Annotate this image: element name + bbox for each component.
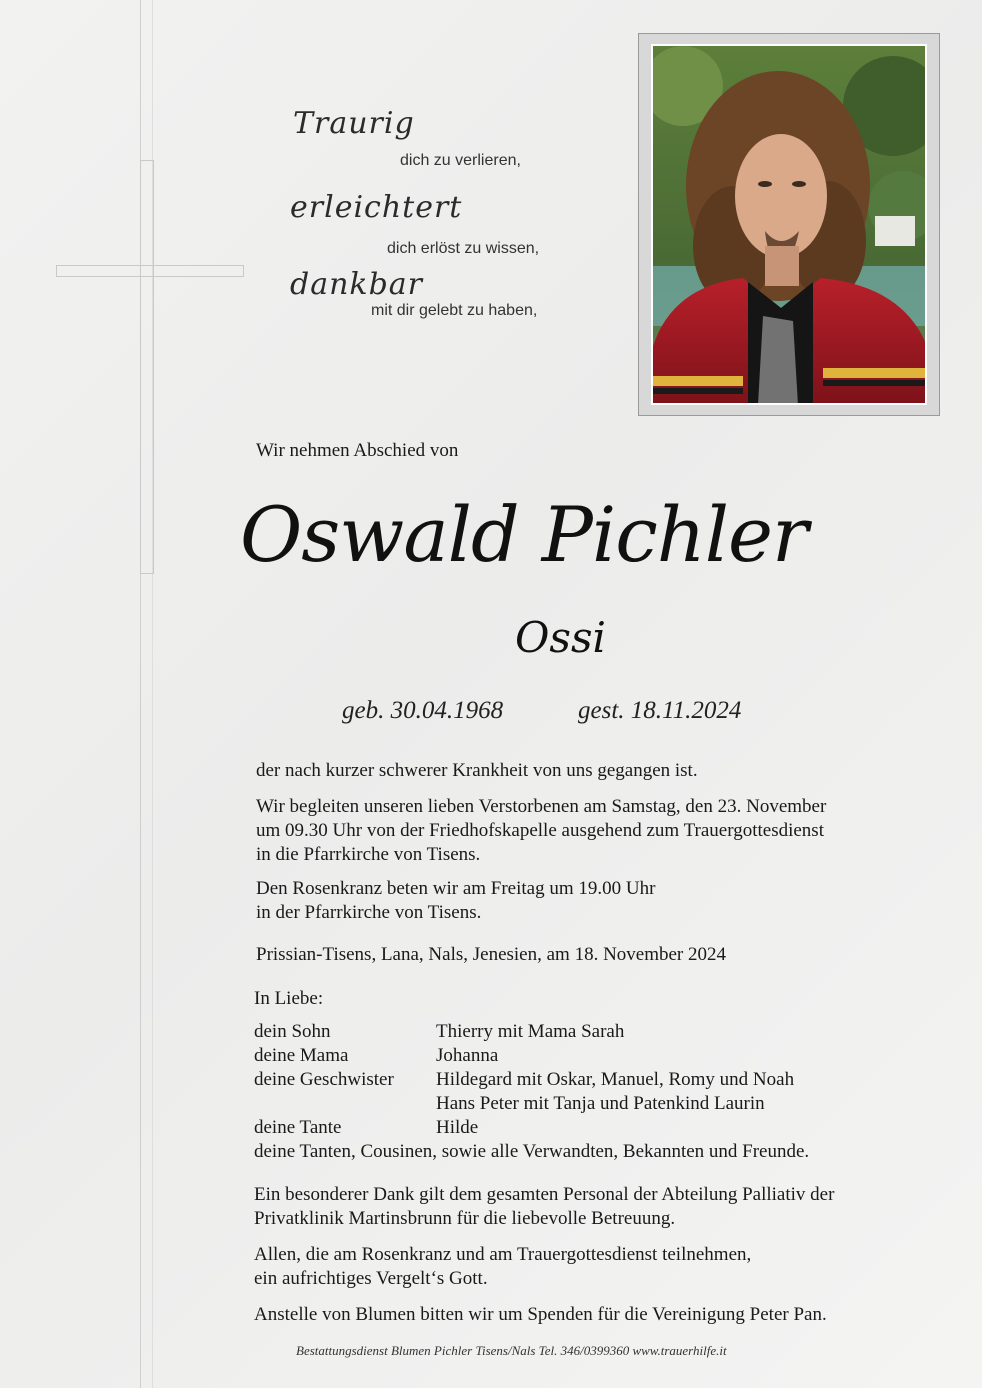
body-paragraph-1: der nach kurzer schwerer Krankheit von uns gegangen ist. [256, 760, 698, 781]
gratitude-line-2: ein aufrichtiges Vergelt‘s Gott. [254, 1268, 488, 1289]
relative-names: Hans Peter mit Tanja und Patenkind Laurin [436, 1093, 765, 1114]
relative-role: deine Tante [254, 1117, 342, 1138]
deceased-name: Oswald Pichler [240, 490, 808, 579]
in-love-heading: In Liebe: [254, 988, 324, 1009]
death-date: gest. 18.11.2024 [578, 697, 742, 724]
gratitude-line-1: Allen, die am Rosenkranz und am Trauergottesdienst teilnehmen, [254, 1244, 752, 1265]
portrait-frame [638, 33, 940, 416]
poem-line-1: dich zu verlieren, [400, 152, 521, 169]
poem-word-3: dankbar [290, 267, 424, 302]
poem-line-3: mit dir gelebt zu haben, [371, 302, 538, 319]
poem-line-2: dich erlöst zu wissen, [387, 240, 540, 257]
funeral-info-line-2: um 09.30 Uhr von der Friedhofskapelle ausgehend zum Trauergottesdienst [256, 820, 824, 841]
poem-word-2: erleichtert [290, 190, 463, 225]
thanks-line-2: Privatklinik Martinsbrunn für die liebevolle Betreuung. [254, 1208, 676, 1229]
relative-names: Thierry mit Mama Sarah [436, 1021, 625, 1042]
rosary-info-line-2: in der Pfarrkirche von Tisens. [256, 902, 482, 923]
relative-names: Hilde [436, 1117, 479, 1138]
relative-role: dein Sohn [254, 1021, 331, 1042]
relative-role: deine Geschwister [254, 1069, 394, 1090]
donation-request: Anstelle von Blumen bitten wir um Spenden für die Vereinigung Peter Pan. [254, 1304, 827, 1325]
funeral-info-line-1: Wir begleiten unseren lieben Verstorbenen am Samstag, den 23. November [256, 796, 827, 817]
other-relatives: deine Tanten, Cousinen, sowie alle Verwandten, Bekannten und Freunde. [254, 1141, 810, 1162]
rosary-info-line-1: Den Rosenkranz beten wir am Freitag um 19.00 Uhr [256, 878, 656, 899]
poem-word-1: Traurig [293, 106, 415, 141]
funeral-service-footer: Bestattungsdienst Blumen Pichler Tisens/Nals Tel. 346/0399360 www.trauerhilfe.it [296, 1343, 727, 1358]
cross-icon [56, 160, 246, 580]
deceased-nickname: Ossi [515, 613, 606, 662]
funeral-info-line-3: in die Pfarrkirche von Tisens. [256, 844, 481, 865]
birth-date: geb. 30.04.1968 [342, 697, 504, 724]
relative-names: Hildegard mit Oskar, Manuel, Romy und Noah [436, 1069, 795, 1090]
relative-role: deine Mama [254, 1045, 349, 1066]
place-date: Prissian-Tisens, Lana, Nals, Jenesien, am 18. November 2024 [256, 944, 727, 965]
portrait-photo [651, 44, 927, 405]
relative-names: Johanna [436, 1045, 499, 1066]
intro-text: Wir nehmen Abschied von [256, 440, 459, 461]
thanks-line-1: Ein besonderer Dank gilt dem gesamten Personal der Abteilung Palliativ der [254, 1184, 835, 1205]
